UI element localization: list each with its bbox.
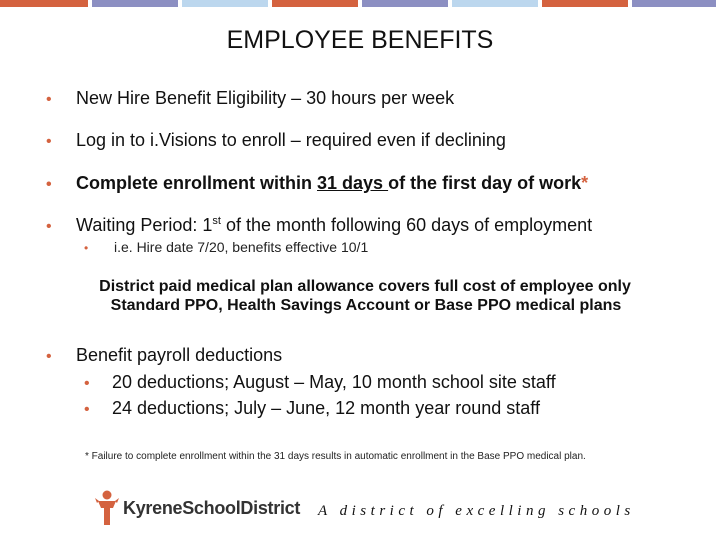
bullet-icon: • (46, 218, 52, 235)
footnote: * Failure to complete enrollment within the 31 days results in automatic enrollment in the Base PPO medical plan. (85, 451, 586, 462)
bullet-icon: • (84, 241, 89, 255)
sub-bullet-10-month (84, 372, 556, 393)
bullet-waiting-period (46, 215, 592, 236)
logo-text: KyreneSchoolDistrict (123, 497, 301, 518)
bullet-eligibility (46, 88, 454, 109)
bullet-text-post: of the first day of work (388, 173, 582, 193)
bullet-icon: • (46, 133, 52, 150)
tagline: A district of excelling schools (318, 503, 635, 519)
bar-segment (0, 0, 88, 7)
bullet-text (76, 215, 592, 236)
superscript: st (212, 215, 221, 227)
bullet-text: Log in to i.Visions to enroll – required even if declining (76, 130, 506, 150)
bullet-icon: • (46, 176, 52, 193)
bullet-text: Benefit payroll deductions (76, 345, 283, 365)
bullet-text-pre: Waiting Period: 1 (76, 215, 213, 235)
bullet-icon: • (84, 401, 90, 418)
page-title: EMPLOYEE BENEFITS (226, 26, 494, 54)
bullet-icon: • (46, 91, 52, 108)
bullet-icon: • (84, 375, 90, 392)
bar-segment (362, 0, 448, 7)
sub-bullet-12-month (84, 398, 540, 419)
sub-bullet-example (84, 239, 368, 255)
bullet-text-pre: Complete enrollment within (76, 173, 318, 193)
bar-segment (542, 0, 628, 7)
bullet-text: New Hire Benefit Eligibility – 30 hours per week (76, 88, 455, 108)
bar-segment (272, 0, 358, 7)
sub-bullet-text: 24 deductions; July – June, 12 month year round staff (112, 398, 540, 418)
bar-segment (452, 0, 538, 7)
district-logo (95, 490, 300, 526)
bullet-text-post: of the month following 60 days of employment (220, 215, 593, 235)
bar-segment (182, 0, 268, 7)
bullet-text (76, 173, 588, 194)
sub-bullet-text: i.e. Hire date 7/20, benefits effective 10/1 (114, 239, 369, 255)
bullet-enroll (46, 130, 506, 151)
underlined-days: 31 days (317, 173, 389, 193)
sub-bullet-text: 20 deductions; August – May, 10 month school site staff (112, 372, 556, 392)
bullet-deadline (46, 173, 588, 194)
person-icon (95, 490, 119, 526)
district-allowance-line2: Standard PPO, Health Savings Account or Base PPO medical plans (110, 297, 622, 314)
bullet-payroll (46, 345, 282, 366)
top-color-bar (0, 0, 720, 7)
bar-segment (92, 0, 178, 7)
bar-segment (632, 0, 716, 7)
district-allowance-line1: District paid medical plan allowance covers full cost of employee only (99, 278, 631, 295)
bullet-icon: • (46, 348, 52, 365)
asterisk: * (581, 173, 589, 193)
